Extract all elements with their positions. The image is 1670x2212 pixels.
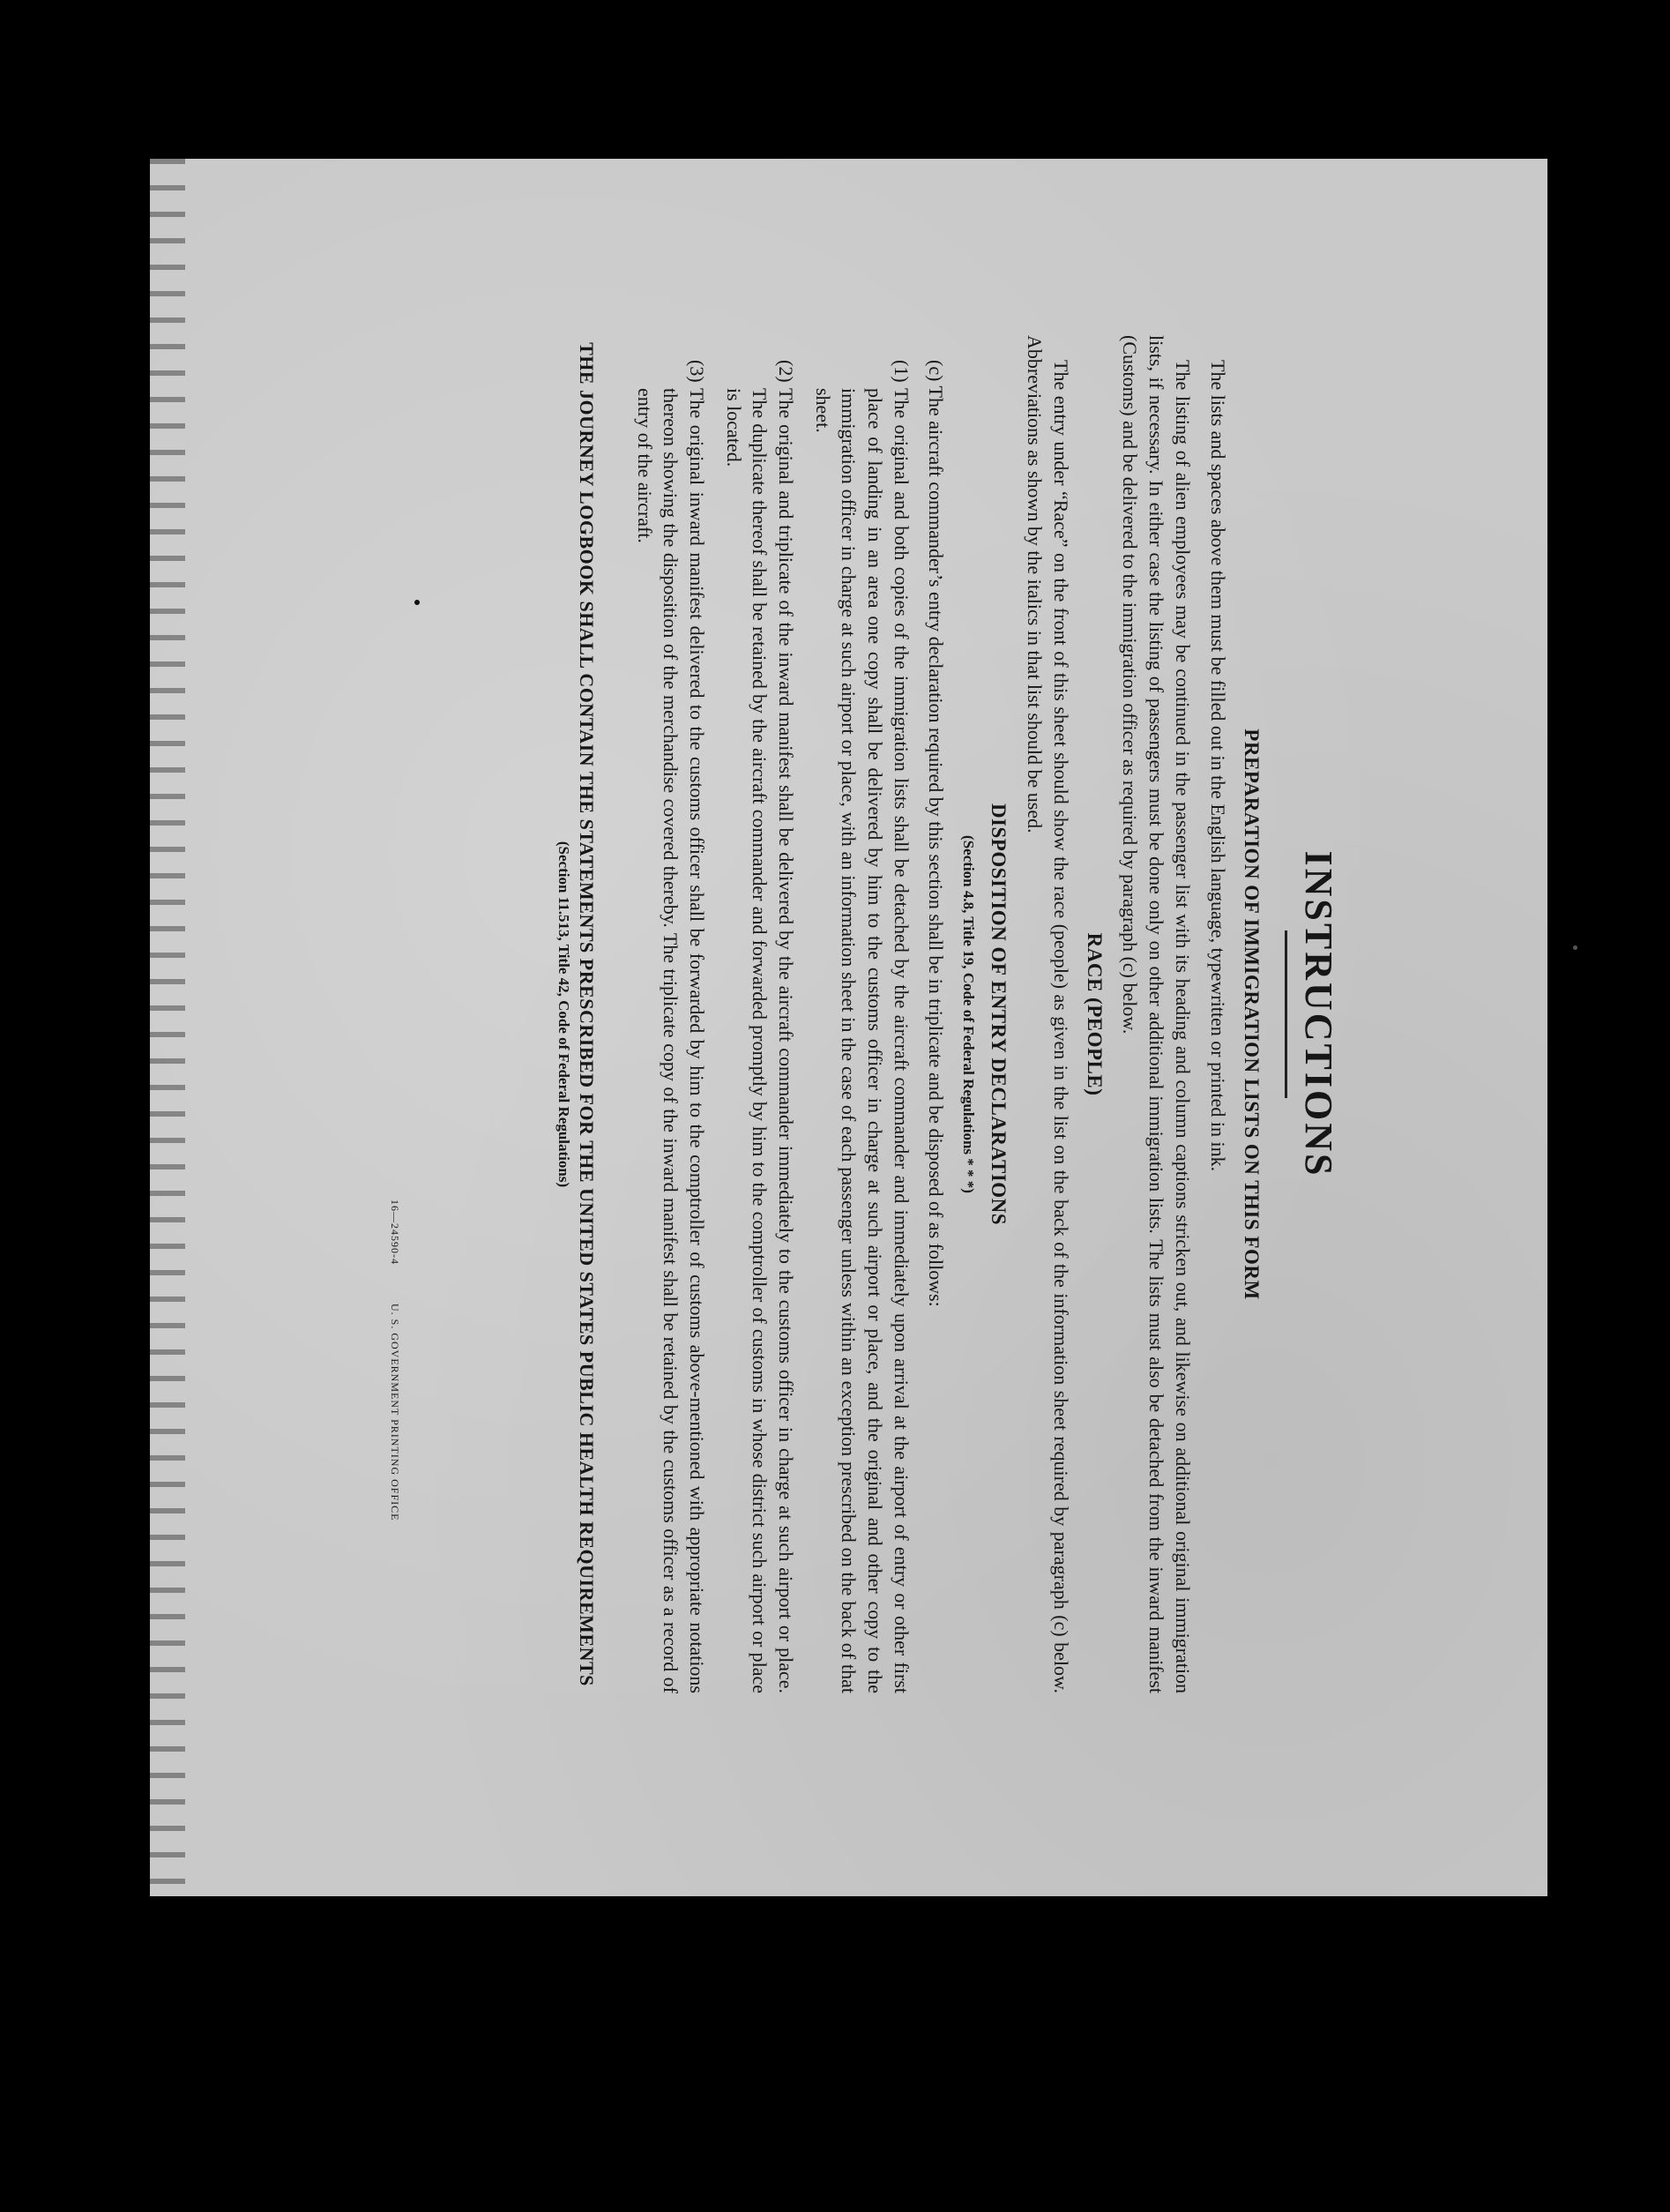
speck	[414, 600, 420, 605]
footer-requirement: THE JOURNEY LOGBOOK SHALL CONTAIN THE STATEMENTS PRESCRIBED FOR THE UNITED STATES PUBLIC HEALTH REQUIREMENTS	[575, 342, 598, 1686]
list-item	[809, 360, 914, 1693]
item-text: The original and both copies of the immigration lists shall be detached by the aircraft commander and immediately upon arrival at the airport of entry or other first place of landing in an area one copy shall be delivered by him to the customs officer in charge at such airport or place, and the original and other copy to the immigration officer in charge at such airport or place, with an information sheet in the case of each passenger unless within an exception prescribed on the back of that sheet.	[811, 388, 913, 1693]
item-number: (1)	[890, 360, 913, 383]
paragraph-language: The lists and spaces above them must be filled out in the English language, typewritten or printed in ink.	[1206, 360, 1229, 1172]
section-heading-disposition: DISPOSITION OF ENTRY DECLARATIONS	[988, 803, 1010, 1226]
rotated-page	[150, 159, 1547, 1896]
paragraph-entry-declaration: (c) The aircraft commander’s entry declaration required by this section shall be in triplicate and be disposed of as follows:	[925, 360, 948, 1307]
section-heading-race: RACE (PEOPLE)	[1083, 932, 1106, 1096]
item-number: (2)	[774, 360, 797, 383]
footer-reference: (Section 11.513, Title 42, Code of Federal Regulations)	[555, 841, 573, 1188]
printer-imprint	[388, 1199, 401, 1556]
scanned-sheet	[150, 159, 1547, 1896]
list-item	[631, 360, 710, 1693]
paragraph-race: The entry under “Race” on the front of this sheet should show the race (people) as given in the list on the back of the information sheet required by paragraph (c) below. Abbreviations as shown by the italics in that list should be used.	[1024, 335, 1072, 1693]
page-title: INSTRUCTIONS	[1297, 850, 1340, 1178]
instructions-body	[553, 335, 1345, 1693]
section-reference: (Section 4.8, Title 19, Code of Federal Regulations * * *)	[960, 835, 978, 1193]
item-text: The original and triplicate of the inward manifest shall be delivered by the aircraft commander immediately to the customs officer in charge at such airport or place. The duplicate thereof shall be retained by the aircraft commander and forwarded promptly by him to the comptroller of customs in whose district such airport or place is located.	[722, 388, 797, 1693]
section-heading-preparation: PREPARATION OF IMMIGRATION LISTS ON THIS FORM	[1240, 729, 1263, 1300]
print-code: 16—24590-4	[389, 1199, 401, 1265]
item-number: (3)	[685, 360, 708, 383]
printer-name: U. S. GOVERNMENT PRINTING OFFICE	[389, 1304, 401, 1521]
item-text: The original inward manifest delivered to the customs officer shall be forwarded by him to the comptroller of customs above-mentioned with appropriate notations thereon showing the disposition of the merchandise covered thereby. The triplicate copy of the inward manifest shall be retained by the customs officer as a record of entry of the aircraft.	[633, 388, 708, 1693]
speck	[1573, 945, 1577, 950]
title-underline	[1285, 930, 1287, 1098]
list-item	[720, 360, 799, 1693]
paragraph-listing: The listing of alien employees may be continued in the passenger list with its heading and column captions stricken out, and likewise on additional original immigration lists, if necessary. In either case the listing of passengers must be done only on other additional immigration lists. The lists must also be detached from the inward manifest (Customs) and be delivered to the immigration officer as required by paragraph (c) below.	[1119, 335, 1194, 1693]
